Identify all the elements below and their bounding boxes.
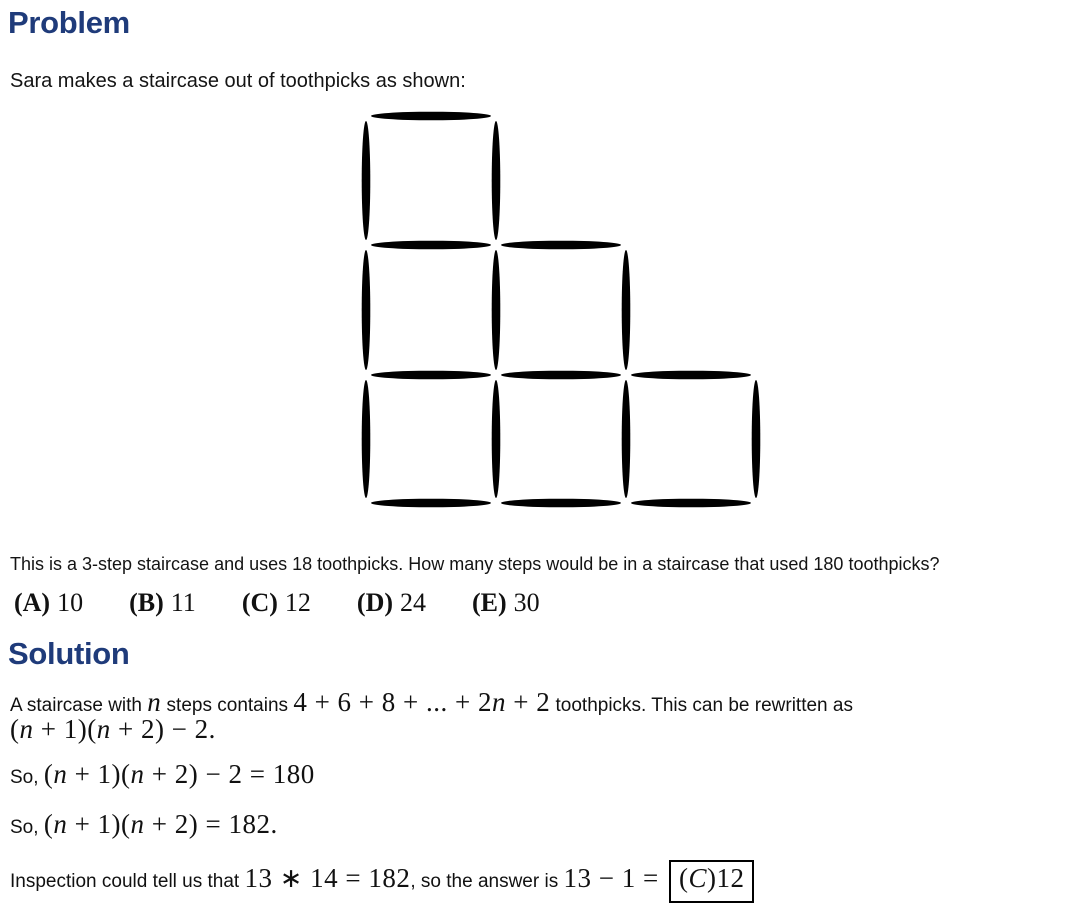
math-segment: n <box>147 687 162 717</box>
problem-heading: Problem <box>8 5 130 40</box>
problem-question: This is a 3-step staircase and uses 18 toothpicks. How many steps would be in a staircase that used 180 toothpicks? <box>10 554 940 574</box>
toothpick-horizontal <box>371 371 491 380</box>
choice-value: 24 <box>400 588 426 617</box>
math-segment: ( <box>43 759 54 789</box>
toothpick-horizontal <box>631 499 751 508</box>
solution-heading: Solution <box>8 636 130 671</box>
math-segment: n <box>491 687 506 717</box>
toothpick-vertical <box>362 121 371 240</box>
math-segment: ( <box>678 863 689 893</box>
math-segment: ( <box>43 809 54 839</box>
math-segment: C <box>688 863 707 893</box>
choice-label: (B) <box>129 588 164 617</box>
answer-choice-a <box>14 588 83 618</box>
math-segment: + 2 <box>505 687 551 717</box>
toothpick-horizontal <box>371 499 491 508</box>
toothpick-vertical <box>622 380 631 498</box>
math-segment: + 2) − 2. <box>110 714 216 744</box>
answer-choice-c <box>242 588 311 618</box>
toothpick-horizontal <box>631 371 751 380</box>
choice-value: 30 <box>513 588 540 617</box>
math-segment: + 1)( <box>67 759 131 789</box>
text-segment: Inspection could tell us that <box>10 871 245 892</box>
solution-equation-line-1 <box>10 759 315 794</box>
text-segment: steps contains <box>161 695 294 716</box>
toothpick-vertical <box>362 250 371 370</box>
choice-value: 12 <box>284 588 311 617</box>
toothpick-vertical <box>492 250 501 370</box>
math-segment: n <box>19 714 34 744</box>
math-segment: n <box>53 759 68 789</box>
text-segment: A staircase with <box>10 695 148 716</box>
answer-choice-d <box>357 588 426 618</box>
math-segment: 13 − 1 = <box>563 863 666 893</box>
text-segment: toothpicks. This can be rewritten as <box>550 695 853 716</box>
toothpick-horizontal <box>371 241 491 250</box>
solution-equation-line-2 <box>10 809 278 844</box>
math-segment: + 2) = 182. <box>144 809 278 839</box>
problem-intro: Sara makes a staircase out of toothpicks as shown: <box>10 70 466 92</box>
choice-label: (D) <box>356 588 393 617</box>
math-segment: 4 + 6 + 8 + ... + 2 <box>293 687 492 717</box>
text-segment: So, <box>10 817 44 838</box>
math-segment: n <box>130 809 145 839</box>
toothpick-horizontal <box>501 499 621 508</box>
choice-label: (A) <box>14 588 51 617</box>
choice-value: 11 <box>170 588 196 617</box>
toothpick-horizontal <box>501 241 621 250</box>
choice-label: (E) <box>472 588 507 617</box>
math-segment: + 1)( <box>67 809 131 839</box>
text-segment: So, <box>10 767 44 788</box>
boxed-final-answer <box>669 860 755 903</box>
choice-value: 10 <box>57 588 84 617</box>
solution-paragraph-line-2 <box>10 714 216 749</box>
choice-label: (C) <box>241 588 278 617</box>
text-segment: , so the answer is <box>410 871 564 892</box>
toothpick-vertical <box>492 121 501 240</box>
toothpick-horizontal <box>501 371 621 380</box>
answer-choices <box>14 588 540 618</box>
solution-conclusion-line <box>10 860 754 903</box>
toothpick-horizontal <box>371 112 491 121</box>
math-segment: n <box>130 759 145 789</box>
math-segment: 13 ∗ 14 = 182 <box>244 863 411 893</box>
toothpick-vertical <box>752 380 761 498</box>
answer-choice-b <box>129 588 196 618</box>
toothpick-vertical <box>362 380 371 498</box>
answer-choice-e <box>472 588 540 618</box>
math-segment: n <box>53 809 68 839</box>
math-segment: + 1)( <box>33 714 97 744</box>
toothpick-vertical <box>622 250 631 370</box>
math-segment: + 2) − 2 = 180 <box>144 759 315 789</box>
math-segment: n <box>96 714 111 744</box>
staircase-diagram <box>350 103 770 515</box>
math-segment: ( <box>10 714 20 744</box>
math-segment: )12 <box>706 863 745 893</box>
toothpick-vertical <box>492 380 501 498</box>
